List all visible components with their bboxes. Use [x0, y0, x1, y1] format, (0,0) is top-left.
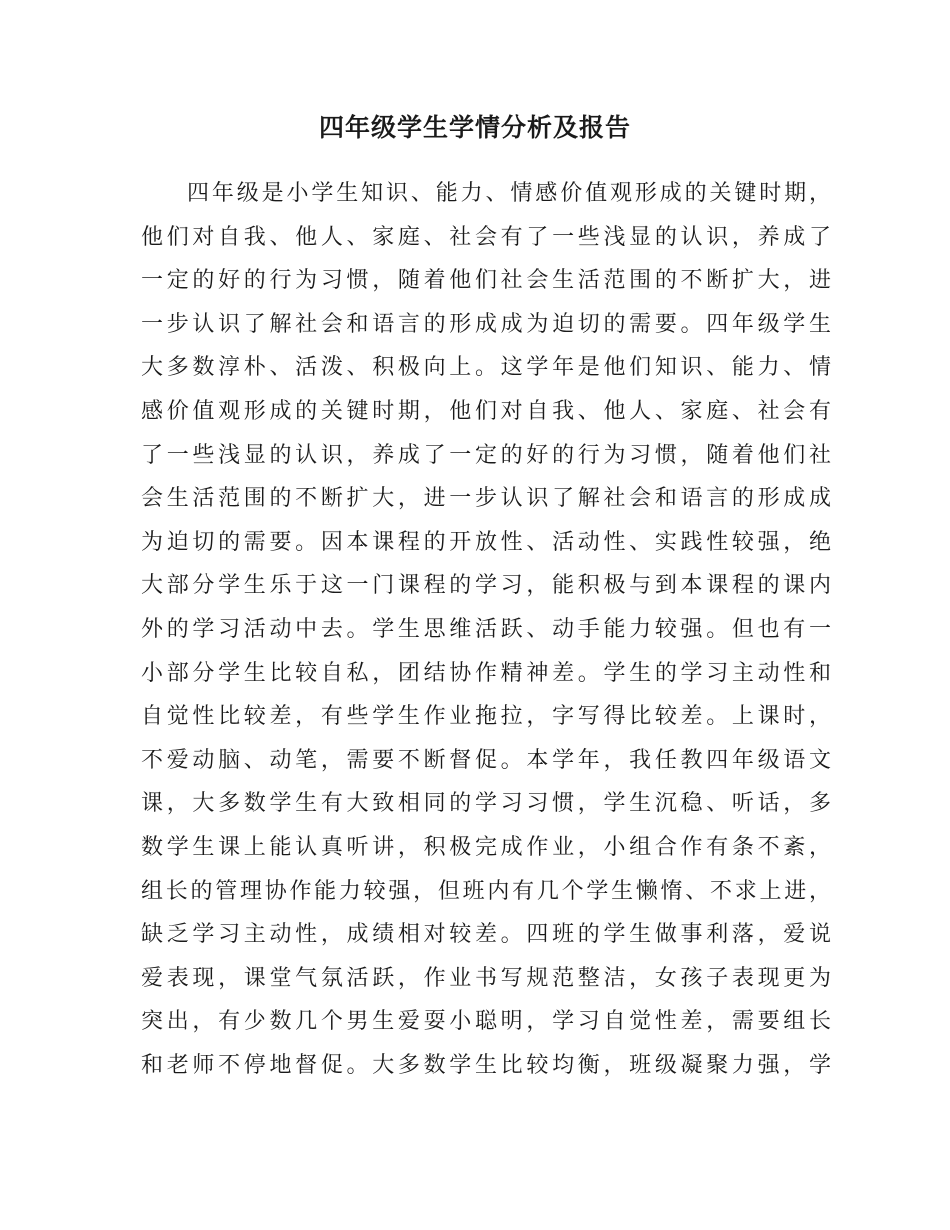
document-body: [141, 172, 831, 1087]
paragraph-line: 他们对自我、他人、家庭、社会有了一些浅显的认识，养成了: [141, 224, 831, 250]
paragraph-line: 会生活范围的不断扩大，进一步认识了解社会和语言的形成成: [141, 486, 831, 512]
paragraph-line: 缺乏学习主动性，成绩相对较差。四班的学生做事利落，爱说: [141, 922, 831, 948]
paragraph-line: 课，大多数学生有大致相同的学习习惯，学生沉稳、听话，多: [141, 791, 831, 817]
paragraph-line: 大部分学生乐于这一门课程的学习，能积极与到本课程的课内: [141, 573, 831, 599]
paragraph-line: 一定的好的行为习惯，随着他们社会生活范围的不断扩大，进: [141, 268, 831, 294]
paragraph-line: 小部分学生比较自私，团结协作精神差。学生的学习主动性和: [141, 660, 831, 686]
paragraph-line: 外的学习活动中去。学生思维活跃、动手能力较强。但也有一: [141, 616, 831, 642]
paragraph-line: 一步认识了解社会和语言的形成成为迫切的需要。四年级学生: [141, 311, 831, 337]
paragraph-line: 突出，有少数几个男生爱耍小聪明，学习自觉性差，需要组长: [141, 1009, 831, 1035]
paragraph-line: 不爱动脑、动笔，需要不断督促。本学年，我任教四年级语文: [141, 747, 831, 773]
paragraph-line: 和老师不停地督促。大多数学生比较均衡，班级凝聚力强，学: [141, 1052, 831, 1078]
paragraph-line: 为迫切的需要。因本课程的开放性、活动性、实践性较强，绝: [141, 529, 831, 555]
paragraph-line: 感价值观形成的关键时期，他们对自我、他人、家庭、社会有: [141, 398, 831, 424]
paragraph-line: 数学生课上能认真听讲，积极完成作业，小组合作有条不紊，: [141, 834, 831, 860]
document-title: 四年级学生学情分析及报告: [318, 113, 631, 142]
paragraph-line: 大多数淳朴、活泼、积极向上。这学年是他们知识、能力、情: [141, 355, 831, 381]
paragraph-line: 自觉性比较差，有些学生作业拖拉，字写得比较差。上课时，: [141, 704, 831, 730]
paragraph-line: 爱表现，课堂气氛活跃，作业书写规范整洁，女孩子表现更为: [141, 965, 831, 991]
paragraph-line: 组长的管理协作能力较强，但班内有几个学生懒惰、不求上进，: [141, 878, 831, 904]
paragraph-line: 了一些浅显的认识，养成了一定的好的行为习惯，随着他们社: [141, 442, 831, 468]
paragraph-line: 四年级是小学生知识、能力、情感价值观形成的关键时期，: [187, 181, 831, 206]
